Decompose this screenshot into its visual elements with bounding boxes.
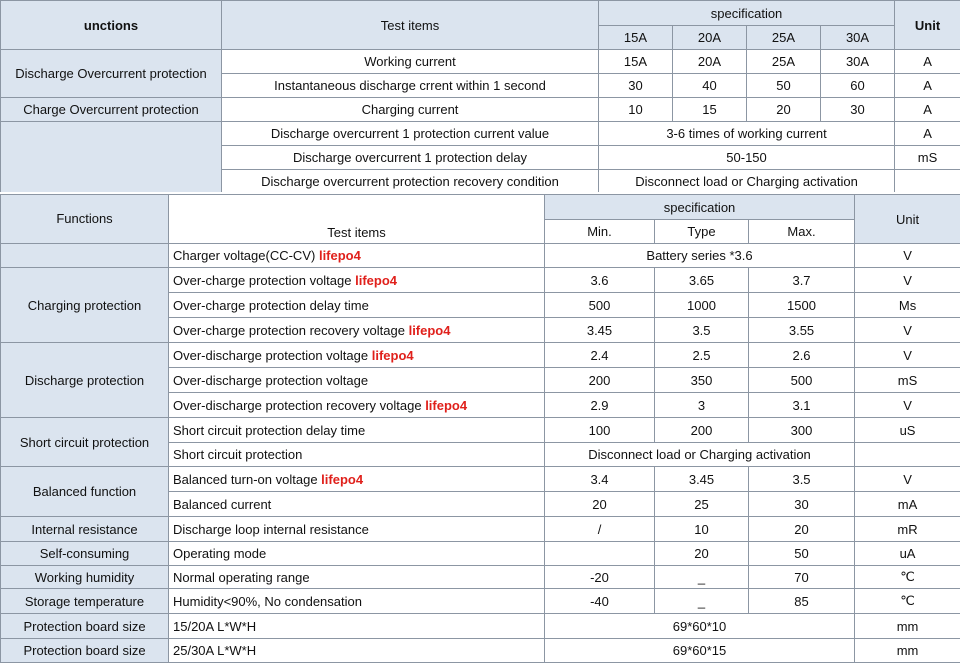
- functions-header: Functions: [1, 195, 169, 244]
- table-row: [1, 517, 960, 542]
- table-row: [1, 244, 960, 268]
- test-item: Instantaneous discharge crrent within 1 second: [222, 74, 599, 98]
- unit-cell: mm: [855, 639, 960, 663]
- max-cell: 20: [749, 517, 855, 542]
- merged-value: 50-150: [599, 146, 895, 170]
- merged-value: Battery series *3.6: [545, 244, 855, 268]
- max-cell: 85: [749, 589, 855, 614]
- type-cell: 200: [655, 418, 749, 443]
- min-cell: -40: [545, 589, 655, 614]
- test-item: Operating mode: [169, 542, 545, 566]
- merged-value: Disconnect load or Charging activation: [545, 443, 855, 467]
- max-cell: 300: [749, 418, 855, 443]
- test-item: 25/30A L*W*H: [169, 639, 545, 663]
- type-cell: 25: [655, 492, 749, 517]
- max-cell: 3.7: [749, 268, 855, 293]
- type-cell: 10: [655, 517, 749, 542]
- unit-cell: mS: [895, 146, 960, 170]
- table-row: [1, 268, 960, 293]
- max-cell: 3.1: [749, 393, 855, 418]
- test-item: Humidity<90%, No condensation: [169, 589, 545, 614]
- test-item: Short circuit protection: [169, 443, 545, 467]
- group-label: Working humidity: [1, 566, 169, 589]
- group-label: Balanced function: [1, 467, 169, 517]
- group-label: Charging protection: [1, 268, 169, 343]
- unit-header: Unit: [855, 195, 960, 244]
- group-label: [1, 244, 169, 268]
- lifepo4-tag: lifepo4: [408, 322, 451, 338]
- value-cell: 40: [673, 74, 747, 98]
- test-item: Over-charge protection delay time: [169, 293, 545, 318]
- type-cell: 1000: [655, 293, 749, 318]
- test-item: Working current: [222, 50, 599, 74]
- table-row: [1, 122, 960, 146]
- unit-cell: A: [895, 74, 960, 98]
- min-header: Min.: [545, 220, 655, 244]
- test-item: Over-discharge protection voltage: [169, 368, 545, 393]
- value-cell: 30: [599, 74, 673, 98]
- lifepo4-tag: lifepo4: [371, 347, 414, 363]
- min-cell: 3.4: [545, 467, 655, 492]
- type-cell: 3.5: [655, 318, 749, 343]
- type-cell: 350: [655, 368, 749, 393]
- type-cell: 20: [655, 542, 749, 566]
- group-label: Discharge protection: [1, 343, 169, 418]
- group-label: [1, 122, 222, 194]
- min-cell: [545, 542, 655, 566]
- table-row: [1, 343, 960, 368]
- min-cell: 20: [545, 492, 655, 517]
- test-item: Discharge overcurrent protection recovery condition: [222, 170, 599, 194]
- unit-cell: V: [855, 268, 960, 293]
- test-item: 15/20A L*W*H: [169, 614, 545, 639]
- unit-cell: A: [895, 50, 960, 74]
- type-header: Type: [655, 220, 749, 244]
- functions-header: unctions: [1, 1, 222, 50]
- table-row: [1, 418, 960, 443]
- spec-col-20a: 20A: [673, 26, 747, 50]
- group-label: Storage temperature: [1, 589, 169, 614]
- max-cell: 500: [749, 368, 855, 393]
- unit-cell: Ms: [855, 293, 960, 318]
- unit-cell: mm: [855, 614, 960, 639]
- value-cell: 50: [747, 74, 821, 98]
- unit-cell: mA: [855, 492, 960, 517]
- spec-col-25a: 25A: [747, 26, 821, 50]
- test-item: Balanced current: [169, 492, 545, 517]
- value-cell: 30: [821, 98, 895, 122]
- table-row: [1, 589, 960, 614]
- specification-header: specification: [545, 195, 855, 220]
- value-cell: 20A: [673, 50, 747, 74]
- test-item: Short circuit protection delay time: [169, 418, 545, 443]
- item-text: Over-discharge protection recovery voltage: [173, 397, 422, 413]
- unit-cell: uS: [855, 418, 960, 443]
- unit-cell: A: [895, 122, 960, 146]
- type-cell: 2.5: [655, 343, 749, 368]
- type-cell: _: [655, 566, 749, 589]
- item-text: Over-charge protection recovery voltage: [173, 322, 405, 338]
- min-cell: 3.6: [545, 268, 655, 293]
- table-row: [1, 467, 960, 492]
- max-cell: 30: [749, 492, 855, 517]
- unit-cell: V: [855, 244, 960, 268]
- spec-col-30a: 30A: [821, 26, 895, 50]
- test-item: [169, 268, 545, 293]
- table-row: [1, 566, 960, 589]
- unit-cell: V: [855, 467, 960, 492]
- max-header: Max.: [749, 220, 855, 244]
- min-cell: /: [545, 517, 655, 542]
- value-cell: 60: [821, 74, 895, 98]
- table-row: [1, 542, 960, 566]
- value-cell: 20: [747, 98, 821, 122]
- unit-cell: [855, 443, 960, 467]
- value-cell: 15: [673, 98, 747, 122]
- spec-col-15a: 15A: [599, 26, 673, 50]
- value-cell: 10: [599, 98, 673, 122]
- type-cell: 3.65: [655, 268, 749, 293]
- test-item: Discharge overcurrent 1 protection delay: [222, 146, 599, 170]
- type-cell: 3.45: [655, 467, 749, 492]
- min-cell: 2.9: [545, 393, 655, 418]
- overcurrent-spec-table: [0, 0, 960, 194]
- max-cell: 3.55: [749, 318, 855, 343]
- table-row: [1, 614, 960, 639]
- unit-cell: A: [895, 98, 960, 122]
- merged-value: 3-6 times of working current: [599, 122, 895, 146]
- item-text: Charger voltage(CC-CV): [173, 248, 316, 263]
- unit-cell: V: [855, 343, 960, 368]
- unit-cell: mR: [855, 517, 960, 542]
- lifepo4-tag: lifepo4: [355, 272, 398, 288]
- group-label: Discharge Overcurrent protection: [1, 50, 222, 98]
- max-cell: 2.6: [749, 343, 855, 368]
- unit-cell: mS: [855, 368, 960, 393]
- test-item: [169, 393, 545, 418]
- protection-spec-table: [0, 194, 960, 663]
- test-item: [169, 244, 545, 268]
- max-cell: 1500: [749, 293, 855, 318]
- table-row: [1, 639, 960, 663]
- min-cell: 3.45: [545, 318, 655, 343]
- min-cell: 200: [545, 368, 655, 393]
- item-text: Over-charge protection voltage: [173, 272, 352, 288]
- value-cell: 30A: [821, 50, 895, 74]
- test-item: Discharge loop internal resistance: [169, 517, 545, 542]
- max-cell: 50: [749, 542, 855, 566]
- merged-value: 69*60*15: [545, 639, 855, 663]
- group-label: Self-consuming: [1, 542, 169, 566]
- item-text: Over-discharge protection voltage: [173, 347, 369, 363]
- lifepo4-tag: lifepo4: [318, 248, 361, 263]
- test-item: Normal operating range: [169, 566, 545, 589]
- test-items-header: Test items: [169, 195, 545, 244]
- unit-cell: ℃: [855, 589, 960, 614]
- group-label: Protection board size: [1, 614, 169, 639]
- test-item: [169, 467, 545, 492]
- lifepo4-tag: lifepo4: [321, 471, 364, 487]
- value-cell: 15A: [599, 50, 673, 74]
- max-cell: 3.5: [749, 467, 855, 492]
- merged-value: 69*60*10: [545, 614, 855, 639]
- unit-header: Unit: [895, 1, 960, 50]
- group-label: Internal resistance: [1, 517, 169, 542]
- merged-value: Disconnect load or Charging activation: [599, 170, 895, 194]
- test-item: Discharge overcurrent 1 protection current value: [222, 122, 599, 146]
- test-item: Charging current: [222, 98, 599, 122]
- unit-cell: [895, 170, 960, 194]
- min-cell: 500: [545, 293, 655, 318]
- unit-cell: V: [855, 318, 960, 343]
- table-row: [1, 50, 960, 74]
- table-row: [1, 98, 960, 122]
- max-cell: 70: [749, 566, 855, 589]
- test-item: [169, 343, 545, 368]
- test-items-header: Test items: [222, 1, 599, 50]
- specification-header: specification: [599, 1, 895, 26]
- min-cell: 100: [545, 418, 655, 443]
- group-label: Charge Overcurrent protection: [1, 98, 222, 122]
- lifepo4-tag: lifepo4: [425, 397, 468, 413]
- type-cell: 3: [655, 393, 749, 418]
- item-text: Balanced turn-on voltage: [173, 471, 318, 487]
- type-cell: _: [655, 589, 749, 614]
- unit-cell: uA: [855, 542, 960, 566]
- unit-cell: ℃: [855, 566, 960, 589]
- test-item: [169, 318, 545, 343]
- min-cell: 2.4: [545, 343, 655, 368]
- value-cell: 25A: [747, 50, 821, 74]
- min-cell: -20: [545, 566, 655, 589]
- group-label: Short circuit protection: [1, 418, 169, 467]
- group-label: Protection board size: [1, 639, 169, 663]
- unit-cell: V: [855, 393, 960, 418]
